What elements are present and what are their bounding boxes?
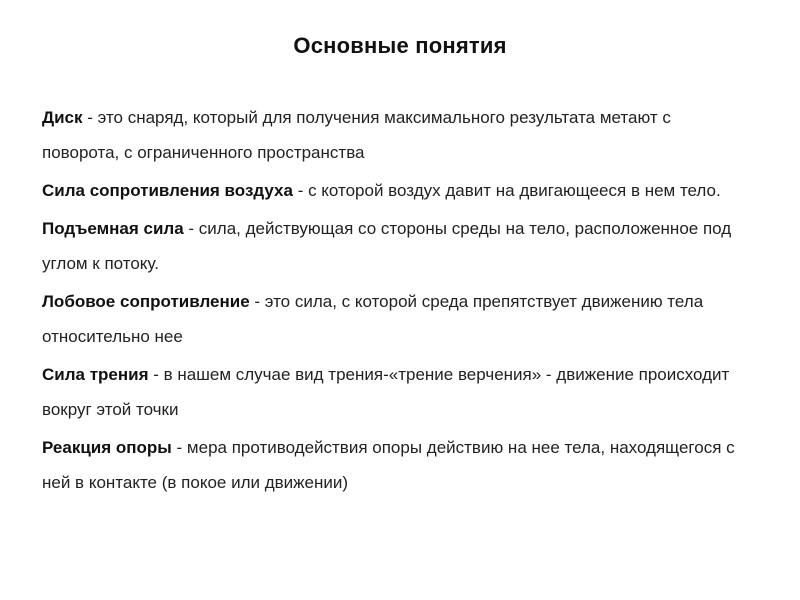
term-name: Диск xyxy=(42,108,83,127)
terms-list xyxy=(42,100,742,503)
term-lift-force xyxy=(42,211,742,281)
term-definition: - это снаряд, который для получения максимального результата метают с поворота, с ограниченного пространства xyxy=(42,108,671,162)
term-name: Реакция опоры xyxy=(42,438,172,457)
term-support-reaction xyxy=(42,430,742,500)
term-definition: - это сила, с которой среда препятствует движению тела относительно нее xyxy=(42,292,704,346)
term-definition: - в нашем случае вид трения-«трение верчения» - движение происходит вокруг этой точки xyxy=(42,365,730,419)
term-friction xyxy=(42,357,742,427)
term-definition: - сила, действующая со стороны среды на тело, расположенное под углом к потоку. xyxy=(42,219,732,273)
term-name: Сила сопротивления воздуха xyxy=(42,181,293,200)
term-name: Лобовое сопротивление xyxy=(42,292,250,311)
term-air-resistance xyxy=(42,173,742,208)
term-name: Сила трения xyxy=(42,365,149,384)
term-definition: - мера противодействия опоры действию на нее тела, находящегося с ней в контакте (в покое или движении) xyxy=(42,438,735,492)
term-definition: - с которой воздух давит на двигающееся в нем тело. xyxy=(292,181,721,200)
slide-title: Основные понятия xyxy=(293,33,507,58)
term-disk xyxy=(42,100,742,170)
term-drag xyxy=(42,284,742,354)
term-name: Подъемная сила xyxy=(42,219,184,238)
